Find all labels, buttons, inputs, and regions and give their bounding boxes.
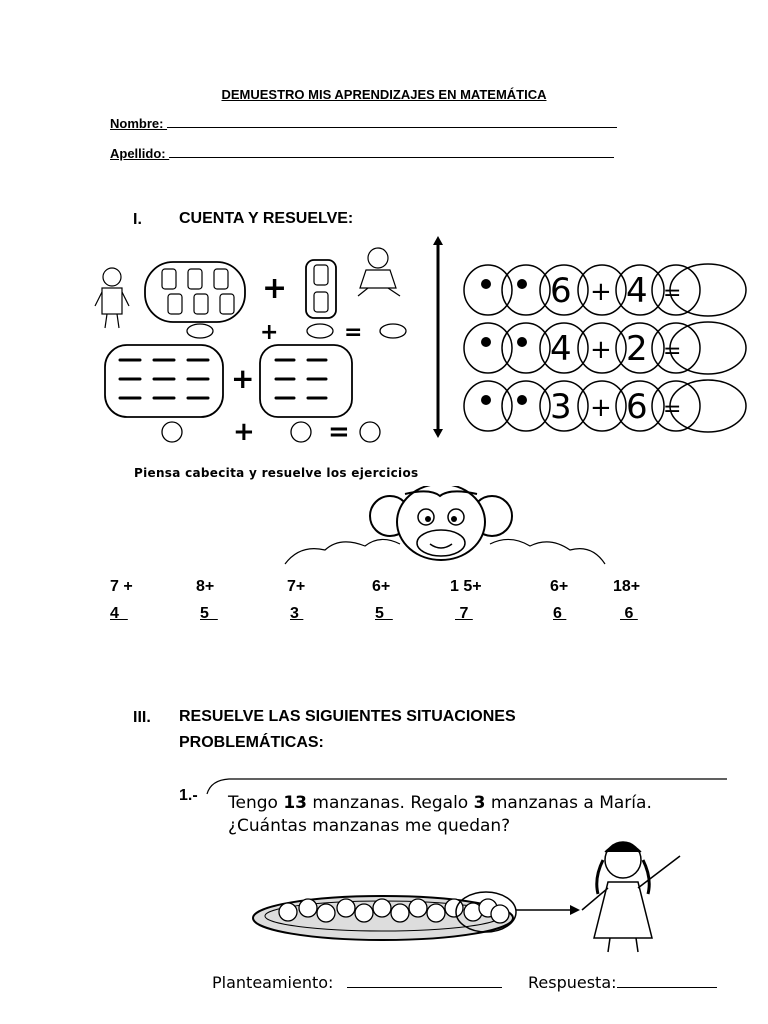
respuesta-field[interactable] <box>528 973 717 992</box>
svg-text:+: + <box>260 320 279 345</box>
svg-text:=: = <box>344 320 363 345</box>
svg-text:+: + <box>231 362 255 395</box>
problem-text-line1: Tengo 13 manzanas. Regalo 3 manzanas a María. <box>228 793 652 813</box>
sum2-bottom: 5 <box>200 605 218 622</box>
name-label: Nombre: <box>110 116 168 131</box>
caterpillar-equations <box>460 262 750 442</box>
sum3-top: 7+ <box>287 578 306 595</box>
name-line[interactable] <box>167 117 617 128</box>
section3-number: III. <box>133 709 151 726</box>
sum4-bottom: 5 <box>375 605 393 622</box>
sum2-top: 8+ <box>196 578 215 595</box>
respuesta-label: Respuesta: <box>528 973 617 992</box>
sum7-bottom: 6 <box>620 605 638 622</box>
sum1-bottom: 4 <box>110 605 128 622</box>
divider-arrow <box>430 236 446 438</box>
surname-line[interactable] <box>169 147 614 158</box>
eq1-a: 6 <box>550 271 572 311</box>
bottles-group-1 <box>162 269 234 314</box>
surname-label: Apellido: <box>110 146 170 161</box>
planteamiento-field[interactable] <box>212 973 502 992</box>
boy-figure <box>95 268 129 328</box>
sum6-top: 6+ <box>550 578 569 595</box>
counting-exercise-image <box>90 242 420 447</box>
monkey-image <box>280 486 610 566</box>
problem-text-line2: ¿Cuántas manzanas me quedan? <box>228 816 511 836</box>
bones-box-2 <box>260 345 352 417</box>
eq1-eq: = <box>663 281 682 306</box>
girl-figure-2 <box>582 842 680 952</box>
eq1-b: 4 <box>626 271 648 311</box>
surname-field[interactable] <box>110 146 614 161</box>
eq3-b: 6 <box>626 387 648 427</box>
svg-text:=: = <box>328 417 350 447</box>
eq2-op: + <box>590 335 612 365</box>
sum1-top: 7 + <box>110 578 133 595</box>
svg-text:+: + <box>233 417 255 447</box>
problem-num1: 13 <box>283 793 307 813</box>
section3-title-line2: PROBLEMÁTICAS: <box>179 734 324 751</box>
eq1-op: + <box>590 277 612 307</box>
section3-title-line1: RESUELVE LAS SIGUIENTES SITUACIONES <box>179 708 516 725</box>
sum5-bottom: 7 <box>455 605 473 622</box>
page-title: DEMUESTRO MIS APRENDIZAJES EN MATEMÁTICA <box>221 87 547 102</box>
planteamiento-label: Planteamiento: <box>212 973 334 992</box>
bones-box-1 <box>105 345 223 417</box>
apples-girl-image <box>248 838 708 958</box>
problem-number: 1.- <box>179 787 198 804</box>
eq2-eq: = <box>663 339 682 364</box>
plus-sign: + <box>262 271 288 306</box>
respuesta-line[interactable] <box>617 977 717 988</box>
sum4-top: 6+ <box>372 578 391 595</box>
eq3-eq: = <box>663 397 682 422</box>
sum7-top: 18+ <box>613 578 641 595</box>
bottles-box-2 <box>306 260 336 318</box>
sum6-bottom: 6 <box>553 605 567 622</box>
sum5-top: 1 5+ <box>450 578 482 595</box>
eq3-a: 3 <box>550 387 572 427</box>
problem-num2: 3 <box>473 793 486 813</box>
section3-title <box>179 704 516 756</box>
name-field[interactable] <box>110 116 617 131</box>
sum3-bottom: 3 <box>290 605 304 622</box>
girl-figure <box>358 248 400 296</box>
planteamiento-line[interactable] <box>347 977 502 988</box>
eq3-op: + <box>590 393 612 423</box>
section2-caption: Piensa cabecita y resuelve los ejercicios <box>134 466 419 480</box>
section1-title: CUENTA Y RESUELVE: <box>179 210 354 227</box>
section1-number: I. <box>133 211 142 228</box>
eq2-b: 2 <box>626 329 648 369</box>
eq2-a: 4 <box>550 329 572 369</box>
